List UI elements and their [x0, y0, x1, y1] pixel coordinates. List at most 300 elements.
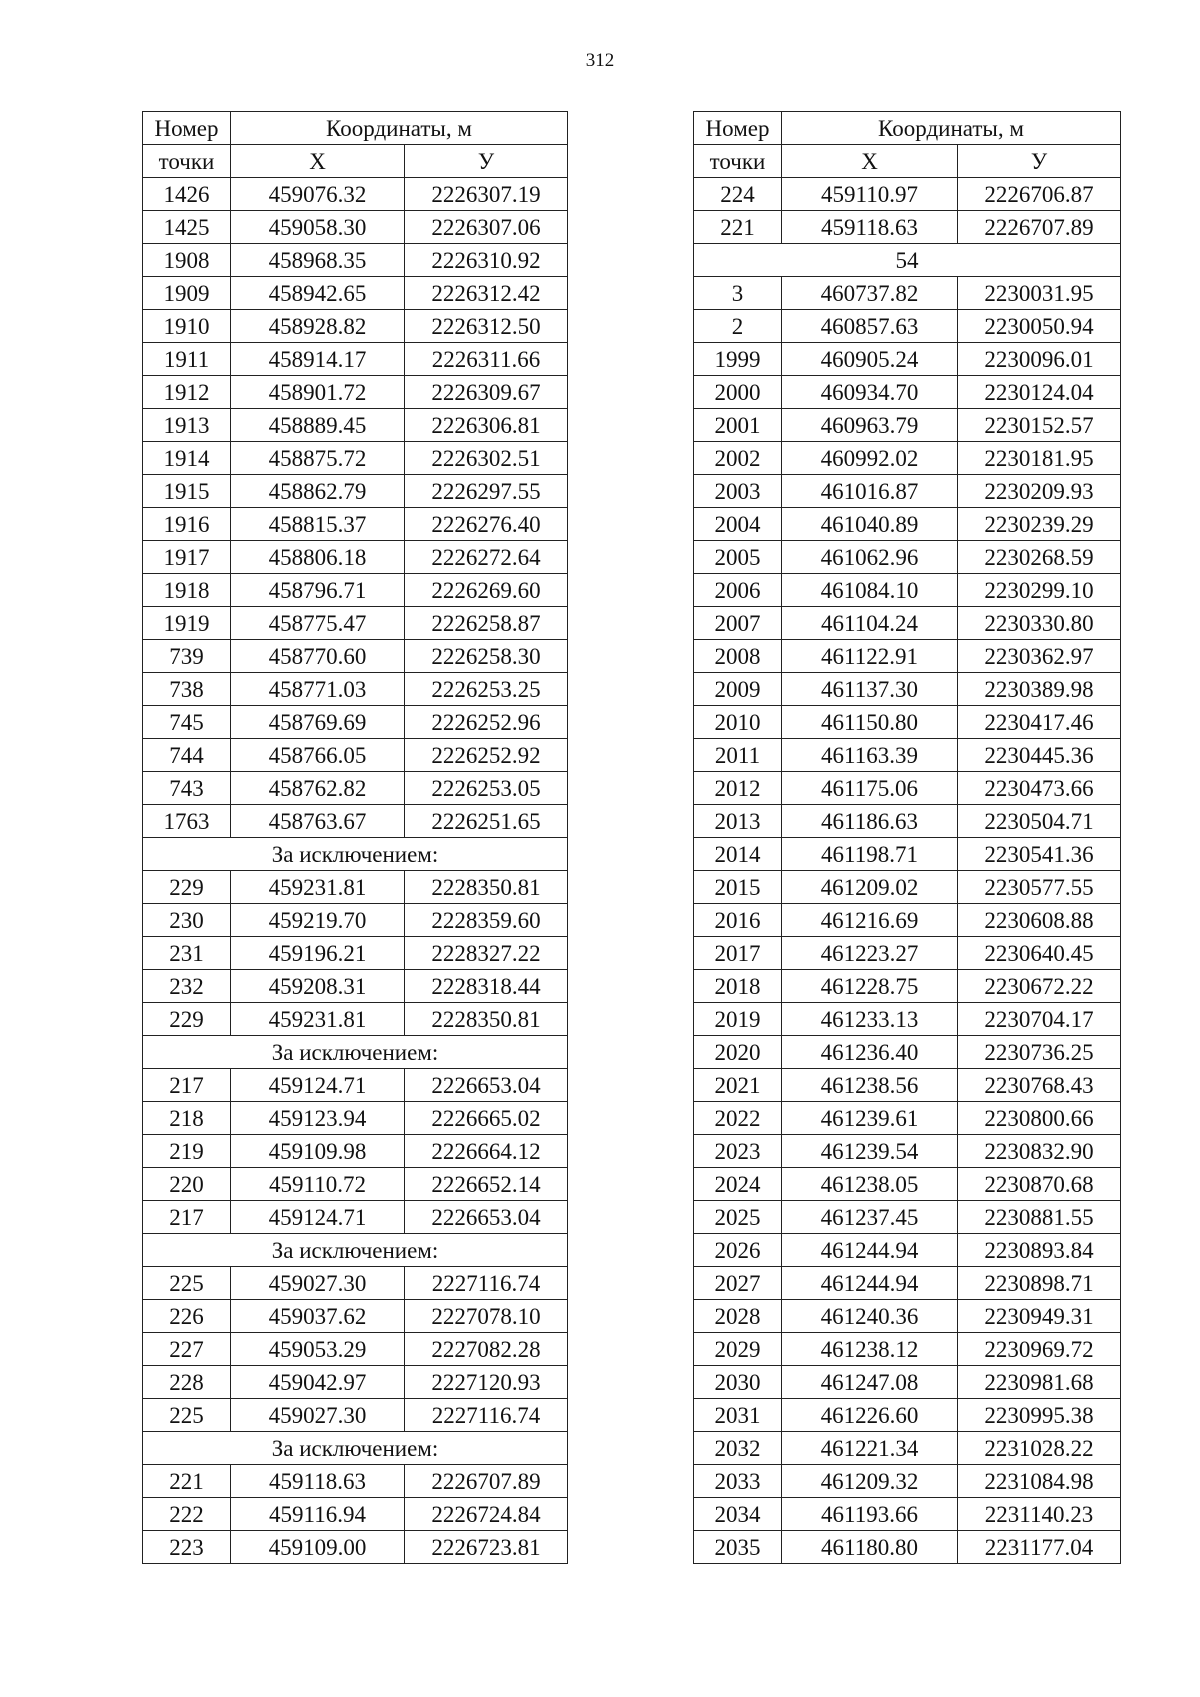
- table-row: [694, 871, 1121, 904]
- coordinate-y: 2226309.67: [405, 376, 568, 409]
- table-row: [694, 343, 1121, 376]
- point-number: 1910: [143, 310, 231, 343]
- coordinate-x: 459109.98: [231, 1135, 405, 1168]
- point-number: 2011: [694, 739, 782, 772]
- coordinate-x: 459027.30: [231, 1267, 405, 1300]
- table-row: [143, 937, 568, 970]
- coordinate-y: 2230389.98: [958, 673, 1121, 706]
- coordinate-y: 2230995.38: [958, 1399, 1121, 1432]
- coordinate-x: 458942.65: [231, 277, 405, 310]
- point-number: 217: [143, 1201, 231, 1234]
- coordinate-x: 461236.40: [782, 1036, 958, 1069]
- coordinate-x: 459118.63: [231, 1465, 405, 1498]
- coordinate-y: 2226706.87: [958, 178, 1121, 211]
- section-separator-row: [143, 1234, 568, 1267]
- table-row: [143, 1531, 568, 1564]
- coordinate-x: 461239.61: [782, 1102, 958, 1135]
- coordinate-y: 2226297.55: [405, 475, 568, 508]
- coordinate-x: 459231.81: [231, 1003, 405, 1036]
- table-row: [143, 673, 568, 706]
- coordinate-y: 2230768.43: [958, 1069, 1121, 1102]
- point-number: 1763: [143, 805, 231, 838]
- point-number: 1912: [143, 376, 231, 409]
- coordinate-x: 461186.63: [782, 805, 958, 838]
- coordinate-y: 2226665.02: [405, 1102, 568, 1135]
- point-number: 228: [143, 1366, 231, 1399]
- table-row: [694, 1168, 1121, 1201]
- coordinate-y: 2230870.68: [958, 1168, 1121, 1201]
- table-row: [143, 376, 568, 409]
- point-number: 739: [143, 640, 231, 673]
- coordinate-y: 2228359.60: [405, 904, 568, 937]
- point-number: 2010: [694, 706, 782, 739]
- table-row: [694, 409, 1121, 442]
- coordinate-y: 2230832.90: [958, 1135, 1121, 1168]
- table-row: [694, 277, 1121, 310]
- coordinate-x: 461237.45: [782, 1201, 958, 1234]
- coordinate-y: 2230736.25: [958, 1036, 1121, 1069]
- table-row: [143, 1003, 568, 1036]
- table-row: [694, 1036, 1121, 1069]
- coordinates-table-right: [693, 111, 1121, 1564]
- coordinate-x: 459124.71: [231, 1069, 405, 1102]
- coordinate-y: 2230672.22: [958, 970, 1121, 1003]
- table-row: [694, 508, 1121, 541]
- point-number: 2024: [694, 1168, 782, 1201]
- coordinate-y: 2230981.68: [958, 1366, 1121, 1399]
- point-number: 1917: [143, 541, 231, 574]
- coordinate-y: 2228327.22: [405, 937, 568, 970]
- point-number: 232: [143, 970, 231, 1003]
- coordinate-x: 458775.47: [231, 607, 405, 640]
- coordinate-y: 2226306.81: [405, 409, 568, 442]
- table-row: [143, 772, 568, 805]
- coordinate-y: 2228350.81: [405, 1003, 568, 1036]
- coordinate-x: 461239.54: [782, 1135, 958, 1168]
- table-row: [143, 541, 568, 574]
- coordinate-x: 459109.00: [231, 1531, 405, 1564]
- coordinate-y: 2230050.94: [958, 310, 1121, 343]
- coordinate-x: 459123.94: [231, 1102, 405, 1135]
- coordinate-x: 458968.35: [231, 244, 405, 277]
- coordinate-y: 2226664.12: [405, 1135, 568, 1168]
- table-row: [694, 1003, 1121, 1036]
- coordinate-y: 2230504.71: [958, 805, 1121, 838]
- coordinate-y: 2227082.28: [405, 1333, 568, 1366]
- table-row: [143, 739, 568, 772]
- coordinate-y: 2231028.22: [958, 1432, 1121, 1465]
- coordinate-x: 460934.70: [782, 376, 958, 409]
- coordinate-x: 458889.45: [231, 409, 405, 442]
- table-row: [694, 1135, 1121, 1168]
- table-row: [694, 673, 1121, 706]
- point-number: 230: [143, 904, 231, 937]
- table-row: [143, 442, 568, 475]
- table-row: [143, 904, 568, 937]
- table-row: [143, 1168, 568, 1201]
- point-number: 2002: [694, 442, 782, 475]
- coordinate-x: 458862.79: [231, 475, 405, 508]
- coordinate-x: 460992.02: [782, 442, 958, 475]
- coordinate-y: 2230096.01: [958, 343, 1121, 376]
- table-row: [143, 1366, 568, 1399]
- section-separator-row: [143, 838, 568, 871]
- point-number: 2025: [694, 1201, 782, 1234]
- coordinate-y: 2231140.23: [958, 1498, 1121, 1531]
- point-number: 2027: [694, 1267, 782, 1300]
- coordinate-x: 461221.34: [782, 1432, 958, 1465]
- coordinate-x: 461084.10: [782, 574, 958, 607]
- table-body-left: [143, 178, 568, 1564]
- table-body-right: [694, 178, 1121, 1564]
- table-row: [694, 937, 1121, 970]
- table-row: [143, 1498, 568, 1531]
- coordinate-y: 2230445.36: [958, 739, 1121, 772]
- coordinate-x: 461062.96: [782, 541, 958, 574]
- coordinate-x: 459042.97: [231, 1366, 405, 1399]
- table-row: [143, 706, 568, 739]
- point-number: 2006: [694, 574, 782, 607]
- point-number: 222: [143, 1498, 231, 1531]
- table-row: [143, 409, 568, 442]
- point-number: 2016: [694, 904, 782, 937]
- coordinate-x: 461223.27: [782, 937, 958, 970]
- table-row: [694, 1498, 1121, 1531]
- table-row: [694, 1465, 1121, 1498]
- table-row: [694, 904, 1121, 937]
- coordinate-x: 461216.69: [782, 904, 958, 937]
- coordinate-y: 2230473.66: [958, 772, 1121, 805]
- table-row: [694, 1102, 1121, 1135]
- coordinate-x: 458928.82: [231, 310, 405, 343]
- table-row: [694, 706, 1121, 739]
- header-number-bottom: точки: [143, 145, 231, 178]
- table-row: [143, 640, 568, 673]
- coordinate-x: 459110.72: [231, 1168, 405, 1201]
- table-row: [143, 1267, 568, 1300]
- point-number: 1999: [694, 343, 782, 376]
- header-y: У: [405, 145, 568, 178]
- coordinate-x: 459208.31: [231, 970, 405, 1003]
- point-number: 2033: [694, 1465, 782, 1498]
- table-row: [694, 1234, 1121, 1267]
- header-x: X: [782, 145, 958, 178]
- point-number: 1916: [143, 508, 231, 541]
- coordinate-y: 2226653.04: [405, 1069, 568, 1102]
- table-row: [143, 574, 568, 607]
- table-row: [694, 310, 1121, 343]
- coordinate-y: 2227120.93: [405, 1366, 568, 1399]
- coordinate-y: 2230881.55: [958, 1201, 1121, 1234]
- coordinate-x: 461233.13: [782, 1003, 958, 1036]
- section-label: За исключением:: [143, 1432, 568, 1465]
- table-row: [143, 343, 568, 376]
- point-number: 1919: [143, 607, 231, 640]
- point-number: 2: [694, 310, 782, 343]
- coordinate-y: 2230209.93: [958, 475, 1121, 508]
- coordinate-y: 2230268.59: [958, 541, 1121, 574]
- point-number: 2019: [694, 1003, 782, 1036]
- point-number: 223: [143, 1531, 231, 1564]
- page-number: 312: [585, 50, 615, 71]
- coordinate-y: 2226653.04: [405, 1201, 568, 1234]
- table-row: [694, 541, 1121, 574]
- table-row: [143, 1069, 568, 1102]
- table-row: [694, 442, 1121, 475]
- coordinate-y: 2230031.95: [958, 277, 1121, 310]
- point-number: 2015: [694, 871, 782, 904]
- table-row: [143, 1465, 568, 1498]
- point-number: 2028: [694, 1300, 782, 1333]
- coordinate-x: 461238.05: [782, 1168, 958, 1201]
- point-number: 2013: [694, 805, 782, 838]
- coordinate-y: 2226307.19: [405, 178, 568, 211]
- table-row: [694, 475, 1121, 508]
- coordinate-y: 2226707.89: [958, 211, 1121, 244]
- point-number: 2023: [694, 1135, 782, 1168]
- point-number: 229: [143, 1003, 231, 1036]
- coordinate-x: 460857.63: [782, 310, 958, 343]
- point-number: 217: [143, 1069, 231, 1102]
- point-number: 1908: [143, 244, 231, 277]
- table-row: [694, 1201, 1121, 1234]
- coordinate-x: 461122.91: [782, 640, 958, 673]
- table-row: [143, 871, 568, 904]
- coordinate-y: 2230969.72: [958, 1333, 1121, 1366]
- coordinate-y: 2230417.46: [958, 706, 1121, 739]
- coordinate-x: 459116.94: [231, 1498, 405, 1531]
- coordinate-y: 2226252.96: [405, 706, 568, 739]
- table-row: [143, 1102, 568, 1135]
- table-row: [694, 1267, 1121, 1300]
- point-number: 2008: [694, 640, 782, 673]
- coordinate-y: 2230898.71: [958, 1267, 1121, 1300]
- coordinate-x: 459058.30: [231, 211, 405, 244]
- point-number: 2009: [694, 673, 782, 706]
- table-row: [694, 1300, 1121, 1333]
- coordinate-y: 2226253.05: [405, 772, 568, 805]
- point-number: 218: [143, 1102, 231, 1135]
- coordinate-x: 459037.62: [231, 1300, 405, 1333]
- table-row: [143, 1300, 568, 1333]
- table-row: [694, 178, 1121, 211]
- point-number: 2021: [694, 1069, 782, 1102]
- coordinate-x: 460905.24: [782, 343, 958, 376]
- section-separator-row: [143, 1036, 568, 1069]
- header-x: X: [231, 145, 405, 178]
- coordinate-y: 2226252.92: [405, 739, 568, 772]
- point-number: 744: [143, 739, 231, 772]
- point-number: 2022: [694, 1102, 782, 1135]
- table-row: [694, 1333, 1121, 1366]
- coordinate-x: 461209.32: [782, 1465, 958, 1498]
- coordinate-x: 458796.71: [231, 574, 405, 607]
- coordinate-x: 461180.80: [782, 1531, 958, 1564]
- table-row: [143, 211, 568, 244]
- header-coordinates: Координаты, м: [231, 112, 568, 145]
- table-row: [694, 211, 1121, 244]
- table-row: [694, 1531, 1121, 1564]
- point-number: 231: [143, 937, 231, 970]
- point-number: 2026: [694, 1234, 782, 1267]
- table-row: [143, 277, 568, 310]
- coordinate-x: 461198.71: [782, 838, 958, 871]
- point-number: 1425: [143, 211, 231, 244]
- table-row: [143, 805, 568, 838]
- point-number: 225: [143, 1399, 231, 1432]
- coordinate-x: 461209.02: [782, 871, 958, 904]
- coordinate-y: 2226272.64: [405, 541, 568, 574]
- coordinate-y: 2228318.44: [405, 970, 568, 1003]
- point-number: 3: [694, 277, 782, 310]
- table-row: [143, 178, 568, 211]
- point-number: 2034: [694, 1498, 782, 1531]
- coordinate-x: 459124.71: [231, 1201, 405, 1234]
- table-row: [143, 607, 568, 640]
- table-row: [694, 1399, 1121, 1432]
- point-number: 1911: [143, 343, 231, 376]
- point-number: 221: [694, 211, 782, 244]
- point-number: 743: [143, 772, 231, 805]
- coordinate-y: 2230181.95: [958, 442, 1121, 475]
- coordinate-y: 2226311.66: [405, 343, 568, 376]
- coordinate-y: 2227078.10: [405, 1300, 568, 1333]
- header-y: У: [958, 145, 1121, 178]
- coordinate-x: 461228.75: [782, 970, 958, 1003]
- point-number: 219: [143, 1135, 231, 1168]
- coordinate-x: 461193.66: [782, 1498, 958, 1531]
- coordinate-x: 459027.30: [231, 1399, 405, 1432]
- point-number: 1913: [143, 409, 231, 442]
- coordinate-x: 461175.06: [782, 772, 958, 805]
- section-label: 54: [694, 244, 1121, 277]
- coordinate-x: 461244.94: [782, 1267, 958, 1300]
- section-label: За исключением:: [143, 1234, 568, 1267]
- table-row: [694, 970, 1121, 1003]
- header-number-top: Номер: [143, 112, 231, 145]
- table-row: [143, 1399, 568, 1432]
- coordinate-y: 2226312.50: [405, 310, 568, 343]
- coordinate-y: 2226269.60: [405, 574, 568, 607]
- point-number: 2020: [694, 1036, 782, 1069]
- coordinate-y: 2230577.55: [958, 871, 1121, 904]
- coordinate-y: 2226251.65: [405, 805, 568, 838]
- point-number: 2031: [694, 1399, 782, 1432]
- coordinate-x: 459231.81: [231, 871, 405, 904]
- coordinate-x: 461238.56: [782, 1069, 958, 1102]
- coordinate-y: 2230949.31: [958, 1300, 1121, 1333]
- coordinate-x: 460963.79: [782, 409, 958, 442]
- coordinate-y: 2226307.06: [405, 211, 568, 244]
- table-row: [694, 772, 1121, 805]
- coordinate-y: 2226302.51: [405, 442, 568, 475]
- table-row: [694, 1432, 1121, 1465]
- coordinate-x: 461238.12: [782, 1333, 958, 1366]
- coordinate-x: 458875.72: [231, 442, 405, 475]
- coordinate-x: 461244.94: [782, 1234, 958, 1267]
- coordinate-x: 458770.60: [231, 640, 405, 673]
- point-number: 226: [143, 1300, 231, 1333]
- coordinate-x: 458771.03: [231, 673, 405, 706]
- point-number: 2003: [694, 475, 782, 508]
- point-number: 220: [143, 1168, 231, 1201]
- coordinate-y: 2230704.17: [958, 1003, 1121, 1036]
- coordinate-y: 2226258.30: [405, 640, 568, 673]
- coordinate-x: 459196.21: [231, 937, 405, 970]
- coordinate-y: 2230152.57: [958, 409, 1121, 442]
- header-number-top: Номер: [694, 112, 782, 145]
- point-number: 2030: [694, 1366, 782, 1399]
- coordinate-x: 458815.37: [231, 508, 405, 541]
- point-number: 221: [143, 1465, 231, 1498]
- point-number: 224: [694, 178, 782, 211]
- point-number: 2032: [694, 1432, 782, 1465]
- point-number: 2005: [694, 541, 782, 574]
- table-row: [143, 244, 568, 277]
- coordinate-y: 2226652.14: [405, 1168, 568, 1201]
- table-row: [694, 1366, 1121, 1399]
- coordinate-y: 2226724.84: [405, 1498, 568, 1531]
- table-row: [694, 805, 1121, 838]
- coordinate-y: 2226253.25: [405, 673, 568, 706]
- section-separator-row: [694, 244, 1121, 277]
- table-row: [143, 1135, 568, 1168]
- coordinate-x: 460737.82: [782, 277, 958, 310]
- section-label: За исключением:: [143, 838, 568, 871]
- coordinate-y: 2230330.80: [958, 607, 1121, 640]
- table-row: [694, 376, 1121, 409]
- point-number: 2012: [694, 772, 782, 805]
- coordinate-x: 458763.67: [231, 805, 405, 838]
- point-number: 745: [143, 706, 231, 739]
- coordinate-y: 2230800.66: [958, 1102, 1121, 1135]
- coordinate-x: 461150.80: [782, 706, 958, 739]
- table-row: [143, 508, 568, 541]
- coordinate-x: 458914.17: [231, 343, 405, 376]
- coordinate-y: 2226276.40: [405, 508, 568, 541]
- point-number: 2029: [694, 1333, 782, 1366]
- table-row: [143, 970, 568, 1003]
- point-number: 2017: [694, 937, 782, 970]
- coordinate-y: 2230124.04: [958, 376, 1121, 409]
- coordinate-x: 458766.05: [231, 739, 405, 772]
- coordinate-y: 2227116.74: [405, 1267, 568, 1300]
- coordinate-y: 2230239.29: [958, 508, 1121, 541]
- point-number: 227: [143, 1333, 231, 1366]
- coordinate-y: 2230541.36: [958, 838, 1121, 871]
- coordinate-y: 2226707.89: [405, 1465, 568, 1498]
- coordinate-x: 461247.08: [782, 1366, 958, 1399]
- table-row: [143, 475, 568, 508]
- coordinate-x: 459110.97: [782, 178, 958, 211]
- table-row: [694, 838, 1121, 871]
- coordinate-y: 2230299.10: [958, 574, 1121, 607]
- point-number: 2004: [694, 508, 782, 541]
- header-number-bottom: точки: [694, 145, 782, 178]
- coordinate-y: 2230608.88: [958, 904, 1121, 937]
- coordinate-y: 2227116.74: [405, 1399, 568, 1432]
- coordinate-x: 461137.30: [782, 673, 958, 706]
- point-number: 2035: [694, 1531, 782, 1564]
- coordinate-x: 461040.89: [782, 508, 958, 541]
- table-row: [143, 310, 568, 343]
- point-number: 1909: [143, 277, 231, 310]
- coordinate-x: 459076.32: [231, 178, 405, 211]
- coordinate-x: 458769.69: [231, 706, 405, 739]
- point-number: 1915: [143, 475, 231, 508]
- section-label: За исключением:: [143, 1036, 568, 1069]
- coordinates-table-left: [142, 111, 568, 1564]
